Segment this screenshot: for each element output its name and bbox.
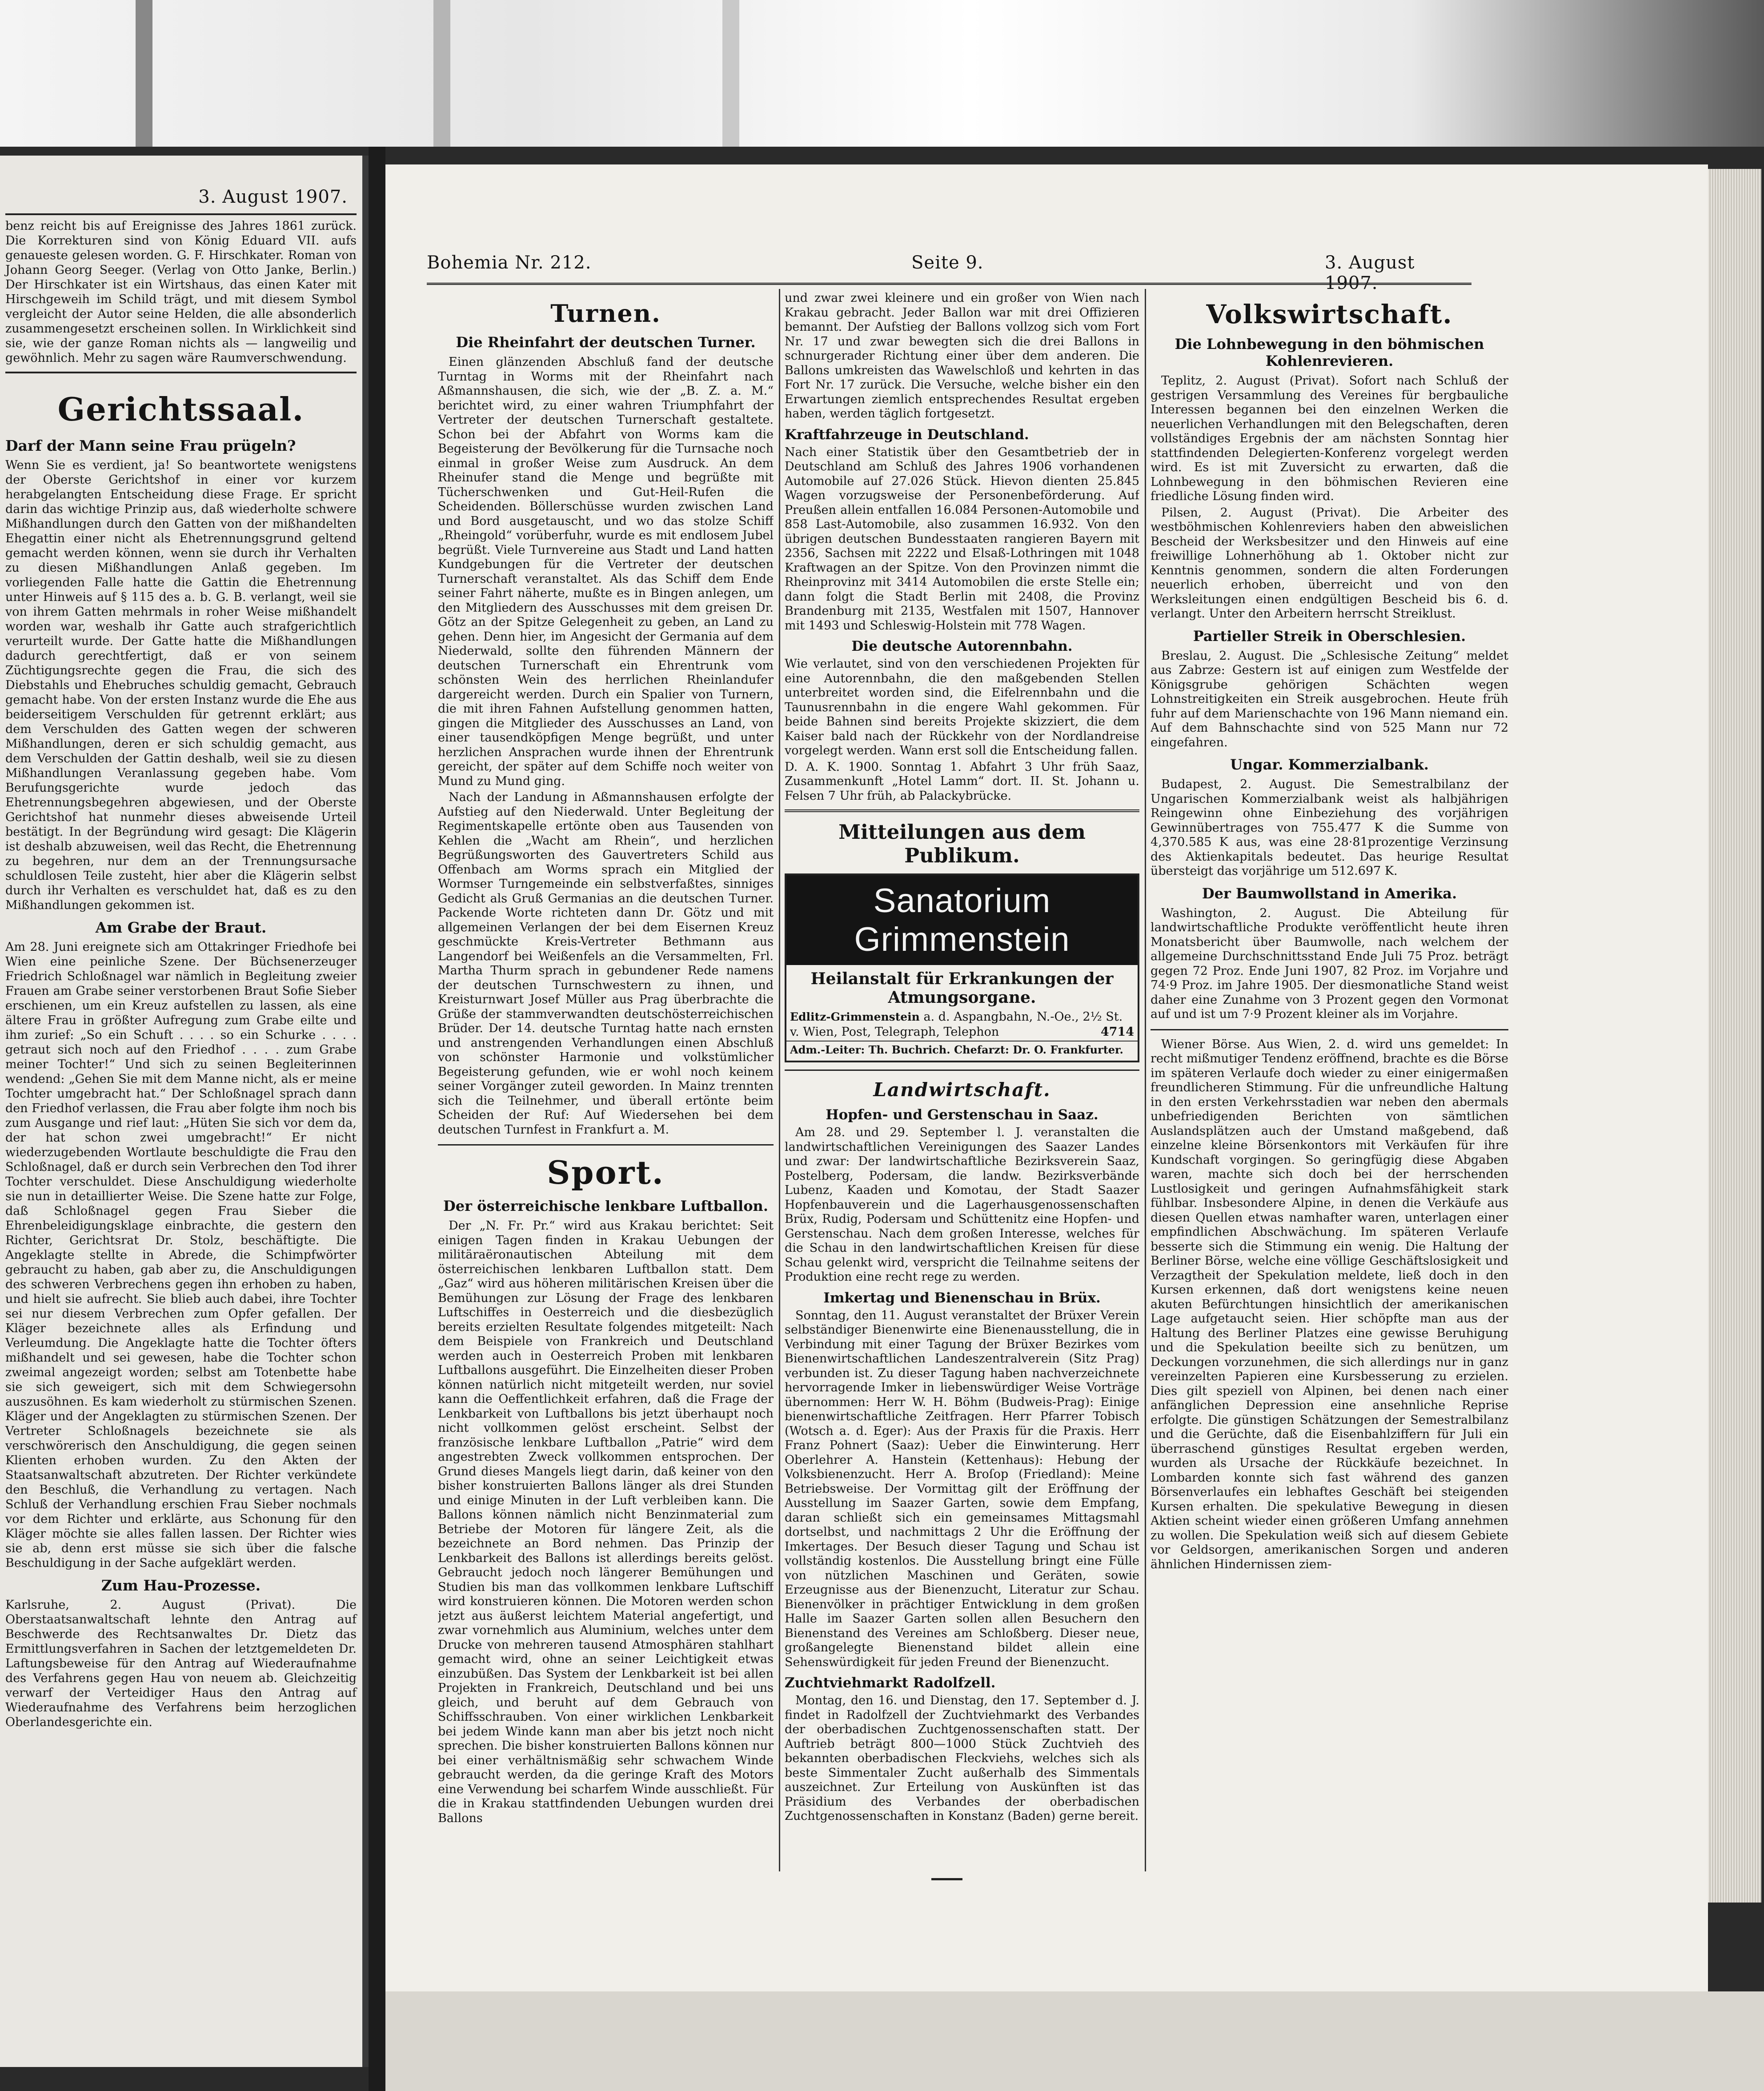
article-body: Karlsruhe, 2. August (Privat). Die Oberstaatsanwaltschaft lehnte den Antrag auf Beschwerde des Rechtsanwaltes Dr. Dietz das Ermittlungsverfahren in Sachen der letztgemeldeten Dr. Laftungsbeweise für den Antrag auf Wiederaufnahme des Verfahrens gegen Hau von neuem ab. Gleichzeitig verwarf der Verteidiger Haus den Antrag auf Wiederaufnahme des Verfahrens beim herzoglichen Oberlandesgerichte ein. xyxy=(5,1598,357,1729)
article-body: Montag, den 16. und Dienstag, den 17. September d. J. findet in Radolfzell der Zuchtviehmarkt des Verbandes der oberbadischen Zuchtgenossenschaften statt. Der Auftrieb beträgt 800—1000 Stück Zuchtvieh des bekannten oberbadischen Fleckviehs, welches sich als beste Simmentaler Zucht außerhalb des Simmentals auszeichnet. Zur Erteilung von Auskünften ist das Präsidium des Verbandes der oberbadischen Zuchtgenossenschaften in Konstanz (Baden) gerne bereit. xyxy=(785,1694,1139,1823)
left-page-date: 3. August 1907. xyxy=(198,187,348,207)
article-headline: Die Lohnbewegung in den böhmischen Kohlenrevieren. xyxy=(1175,336,1484,369)
header-rule xyxy=(427,283,1471,285)
article-headline: Partieller Streik in Oberschlesien. xyxy=(1193,627,1466,645)
book-gutter xyxy=(369,147,385,2091)
page-header xyxy=(427,252,1471,293)
article-headline: Darf der Mann seine Frau prügeln? xyxy=(5,437,296,454)
page-bottom-area xyxy=(385,1991,1764,2091)
article-body: Wie verlautet, sind von den verschiedenen Projekten für eine Autorennbahn, die den maßgebenden Stellen unterbreitet worden sind, die Eifelrennbahn und die Taunusrennbahn in die engere Wahl gekommen. Für beide Bahnen sind bereits Projekte skizziert, die dem Kaiser bald nach der Rückkehr von der Nordlandreise vorgelegt werden. Wann erst soll die Entscheidung fallen. xyxy=(785,657,1139,757)
divider xyxy=(785,809,1139,812)
article-body: Pilsen, 2. August (Privat). Die Arbeiter des westböhmischen Kohlenreviers haben den abweislichen Bescheid der Werksbesitzer und den Hinweis auf eine freiwillige Lohnerhöhung ab 1. Oktober nicht zur Kenntnis genommen, sondern die alten Forderungen neuerlich erhoben, überreicht und von den Werksleitungen einen endgültigen Bescheid bis 6. d. verlangt. Unter den Arbeitern herrscht Streiklust. xyxy=(1151,505,1508,621)
background-stripe xyxy=(433,0,450,147)
divider xyxy=(5,372,357,373)
column-rule xyxy=(1145,289,1146,1871)
ad-address-text: a. d. Aspangbahn, N.-Oe., 2½ St. v. Wien, Post, Telegraph, Telephon xyxy=(790,1010,1123,1039)
article-headline: Der österreichische lenkbare Luftballon. xyxy=(443,1198,768,1214)
article-body: Budapest, 2. August. Die Semestralbilanz der Ungarischen Kommerzialbank weist als halbjährigen Reingewinn ohne Einbeziehung des vorjährigen Gewinnübertrages von 755.477 K die Summe von 4,370.585 K aus, was eine 28·81prozentige Verzinsung des Aktienkapitals bedeutet. Das heurige Resultat übersteigt das vorjährige um 512.697 K. xyxy=(1151,777,1508,878)
masthead-title: Bohemia Nr. 212. xyxy=(427,252,592,273)
article-body: Breslau, 2. August. Die „Schlesische Zeitung“ meldet aus Zabrze: Gestern ist auf einigen zum Westfelde der Königsgrube gehörigen Schächten wegen Lohnstreitigkeiten ein Streik ausgebrochen. Heute früh fuhr auf dem Marienschachte von 196 Mann niemand ein. Auf dem Bahnschachte sind von 525 Mann nur 72 eingefahren. xyxy=(1151,649,1508,749)
column-rule xyxy=(779,289,780,1871)
section-mitteilungen: Mitteilungen aus dem Publikum. xyxy=(838,820,1086,867)
article-body: Am 28. Juni ereignete sich am Ottakringer Friedhofe bei Wien eine peinliche Szene. Der Büchsenerzeuger Friedrich Schloßnagel war nämlich in Begleitung zweier Frauen am Grabe seiner verstorbenen Braut Sofie Sieber erschienen, um ein Kreuz aufstellen zu lassen, als eine ältere Frau in größter Aufregung zum Grabe eilte und ihm zurief: „So ein Schuft . . . . so ein Schurke . . . . getraut sich noch auf den Friedhof . . . . zum Grabe meiner Tochter!“ Und sich zu seinen Begleiterinnen wendend: „Gehen Sie mit dem Manne nicht, als er meine Tochter umgebracht hat.“ Der Schloßnagel sprach dann den Friedhof verlassen, die Frau aber folgte ihm noch bis zum Ausgange und rief laut: „Hüten Sie sich vor dem da, der hat schon zwei umgebracht!“ Er nicht wiederzugebenden Wortlaute beschuldigte die Frau den Schloßnagel, daß er durch sein Verbrechen den Tod ihrer Tochter verschuldet. Diese Anschuldigung wiederholte sie nun in detaillierter Weise. Die Szene hatte zur Folge, daß Schloßnagel gegen Frau Sieber die Ehrenbeleidigungsklage einbrachte, die gestern den Richter, Gerichtsrat Dr. Stolz, beschäftigte. Die Angeklagte stellte in Abrede, die Schimpfwörter gebraucht zu haben, gab aber zu, die Anschuldigungen des schweren Verbrechens gegen ihn erhoben zu haben, und hielt sie aufrecht. Sie blieb auch dabei, ihre Tochter sei nur diesem Verbrechen zum Opfer gefallen. Der Kläger bezeichnete alles als Erfindung und Verleumdung. Die Angeklagte hatte die Tochter öfters mißhandelt und sei gewesen, habe die Tochter schon zweimal angezeigt worden; selbst am Totenbette habe sie sich geweigert, sich mit dem Schwiegersohn auszusöhnen. Es kam wiederholt zu stürmischen Szenen. Kläger und der Angeklagten zu stürmischen Szenen. Der Vertreter Schloßnagels bezeichnete sie als verschwörerisch den Anschuldigung, die gegen seinen Klienten erhoben wurden. Zu den Akten der Staatsanwaltschaft abzutreten. Der Richter verkündete den Beschluß, die Verhandlung zu vertagen. Nach Schluß der Verhandlung erschien Frau Sieber nochmals vor dem Richter und erklärte, aus Schonung für den Kläger möchte sie alles fallen lassen. Der Richter wies sie ab, denn erst müsse sie sich über die falsche Beschuldigung in der Sache aufgeklärt werden. xyxy=(5,940,357,1570)
page-edges xyxy=(1708,169,1761,1903)
page-number: Seite 9. xyxy=(911,252,984,273)
background-top xyxy=(0,0,1764,147)
article-headline: Kraftfahrzeuge in Deutschland. xyxy=(785,426,1029,443)
article-headline: Zum Hau-Prozesse. xyxy=(101,1577,261,1594)
article-body: Einen glänzenden Abschluß fand der deutsche Turntag in Worms mit der Rheinfahrt nach Aßmannshausen, die sich, wie der „B. Z. a. M.“ berichtet wird, zu einer wahren Triumphfahrt der Vertreter der deutschen Turnerschaft gestaltete. Schon bei der Abfahrt von Worms kam die Begeisterung der Bevölkerung für die Turnsache noch einmal in großer Weise zum Ausdruck. An dem Rheinufer stand die Menge und begrüßte mit Tücherschwenken und Gut-Heil-Rufen die Scheidenden. Böllerschüsse wurden zwischen Land und Bord ausgetauscht, und wo das stolze Schiff „Rheingold“ vorüberfuhr, wurde es mit endlosem Jubel begrüßt. Viele Turnvereine aus Stadt und Land hatten Kundgebungen für die Vertreter der deutschen Turnerschaft veranstaltet. Als das Schiff dem Ende seiner Fahrt näherte, mußte es in Bingen anlegen, um den Mitgliedern des Ausschusses mit dem greisen Dr. Götz an der Spitze Gelegenheit zu geben, an Land zu gehen. Denn hier, im Angesicht der Germania auf dem Niederwald, sollte den führenden Männern der deutschen Turnerschaft ein Ehrentrunk vom schönsten Wein des herrlichen Rheinlandufer dargereicht werden. Durch ein Spalier von Turnern, die mit ihren Fahnen Aufstellung genommen hatten, gingen die Mitglieder des Ausschusses an Land, von einer tausendköpfigen Menge begrüßt, und unter herzlichen Ansprachen wurde ihnen der Ehrentrunk gereicht, der später auf dem Schiffe noch weiter von Mund zu Mund ging. xyxy=(438,355,774,788)
divider xyxy=(785,1070,1139,1071)
ad-number: 4714 xyxy=(1100,1025,1134,1039)
article-headline: Hopfen- und Gerstenschau in Saaz. xyxy=(826,1107,1098,1123)
article-body: Wenn Sie es verdient, ja! So beantwortete wenigstens der Oberste Gerichtshof in einer vor kurzem herabgelangten Entscheidung diese Frage. Er spricht darin das wichtige Prinzip aus, daß wiederholte schwere Mißhandlungen durch den Gatten von der mißhandelten Ehegattin einer nicht als Ehetrennungsgrund geltend gemacht werden können, wenn sie durch ihr Verhalten zu diesen Mißhandlungen Anlaß gegeben. Im vorliegenden Falle hatte die Gattin die Ehetrennung unter Hinweis auf § 115 des a. b. G. B. verlangt, weil sie von ihrem Gatten mehrmals in roher Weise mißhandelt worden war, weshalb ihr Gatte auch strafgerichtlich verurteilt wurde. Der Gatte hatte die Mißhandlungen dadurch gerechtfertigt, daß er von seinem Züchtigungsrechte gegen die Frau, die sich des Diebstahls und Ehebruches schuldig gemacht, Gebrauch gemacht habe. Von der ersten Instanz wurde die Ehe aus beiderseitigem Verschulden für getrennt erklärt; aus dem Verschulden des Gatten wegen der schweren Mißhandlungen, deren er sich schuldig gemacht, aus dem Verschulden der Gattin deshalb, weil sie zu diesen Mißhandlungen Veranlassung gegeben habe. Vom Berufungsgerichte wurde jedoch das Ehetrennungsbegehren abgewiesen, und der Oberste Gerichtshof hat nunmehr dieses abweisende Urteil bestätigt. In der Begründung wird gesagt: Die Klägerin ist deshalb abzuweisen, weil das Recht, die Ehetrennung zu begehren, nur dem an der Trennungsursache schuldlosen Teile zusteht, hier aber die Klägerin selbst durch ihr Verhalten es verschuldet hat, daß es zu den Mißhandlungen gekommen ist. xyxy=(5,458,357,912)
ad-address xyxy=(786,1009,1138,1041)
advertisement-sanatorium xyxy=(785,873,1139,1062)
article-body: Washington, 2. August. Die Abteilung für landwirtschaftliche Produkte veröffentlicht heute ihren Monatsbericht über Baumwolle, nach welchem der allgemeine Durchschnittsstand Ende Juli 75 Proz. beträgt gegen 72 Proz. Ende Juni 1907, 82 Proz. im Vorjahre und 74·9 Proz. im Jahre 1905. Der diesmonatliche Stand weist daher eine Zunahme von 3 Prozent gegen den Vormonat auf und ist um 7·9 Prozent kleiner als im Vorjahre. xyxy=(1151,906,1508,1021)
divider xyxy=(438,1144,774,1146)
background-stripe xyxy=(722,0,739,147)
issue-date: 3. August 1907. xyxy=(1325,252,1415,293)
article-body: Am 28. und 29. September l. J. veranstalten die landwirtschaftlichen Vereinigungen des Saazer Landes und zwar: Der landwirtschaftliche Bezirksverein Saaz, Postelberg, Podersam, die landw. Bezirksverbände Lubenz, Kaaden und Komotau, der Stadt Saazer Hopfenbauverein und die Lagerhausgenossenschaften Brüx, Rudig, Podersam und Schüttenitz eine Hopfen- und Gerstenschau. Nach dem großen Interesse, welches für die Schau in den landwirtschaftlichen Kreisen für diese Schau gelenkt wird, verspricht die Teilnahme seitens der Produktion eine recht rege zu werden. xyxy=(785,1126,1139,1284)
article-headline: Am Grabe der Braut. xyxy=(95,919,267,936)
article-body: und zwar zwei kleinere und ein großer von Wien nach Krakau gebracht. Jeder Ballon war mit drei Offizieren bemannt. Der Aufstieg der Ballons vollzog sich vom Fort Nr. 17 und zwar bewegten sich die drei Ballons in schnurgerader Richtung einer über dem anderen. Die Ballons umkreisten das Wawelschloß und kehrten in das Fort Nr. 17 zurück. Die Versuche, welche bisher ein den Erwartungen ziemlich entsprechendes Resultat ergeben haben, werden täglich fortgesetzt. xyxy=(785,291,1139,421)
article-body: Teplitz, 2. August (Privat). Sofort nach Schluß der gestrigen Versammlung des Vereines für bergbauliche Interessen begannen bei den einzelnen Werken die neuerlichen Verhandlungen mit den Belegschaften, deren vollständiges Ergebnis der am nächsten Sonntag hier stattfindenden Delegierten-Konferenz vorgelegt werden wird. Es ist mit Zuversicht zu erwarten, daß die Lohnbewegung in den böhmischen Revieren eine friedliche Lösung finden wird. xyxy=(1151,374,1508,503)
column-2 xyxy=(785,291,1139,1874)
section-sport: Sport. xyxy=(547,1154,665,1191)
book-review-text: benz reicht bis auf Ereignisse des Jahres 1861 zurück. Die Korrekturen sind von König Eduard VII. aufs genaueste gelesen worden. G. F. Hirschkater. Roman von Johann Georg Seeger. (Verlag von Otto Janke, Berlin.) Der Hirschkater ist ein Wirtshaus, das einen Kater mit Hirschgeweih im Schild trägt, und mit diesem Symbol vergleicht der Autor seine Helden, die alle absonderlich zusammengesetzt erscheinen sollen. In Wirklichkeit sind sie, wie der ganze Roman nichts als — langweilig und gewöhnlich. Mehr zu sagen wäre Raumverschwendung. xyxy=(5,219,357,365)
article-body: Nach der Landung in Aßmannshausen erfolgte der Aufstieg auf den Niederwald. Unter Begleitung der Regimentskapelle ertönte oben aus Tausenden von Kehlen die „Wacht am Rhein“, und herzlichen Begrüßungsworten des Gauvertreters Schild aus Offenbach am Worms sprach ein Mitglied der Wormser Turngemeinde ein selbstverfaßtes, sinniges Gedicht als Gruß Germanias an die deutschen Turner. Packende Worte richteten dann Dr. Götz und mit allgemeinen Verlangen der bei dem Eisernen Kreuz geschmückte Kreis-Vertreter Bethmann aus Langendorf bei Weißenfels an die Versammelten, Frl. Martha Thurm sprach in gebundener Rede namens der deutschen Turnschwestern zu ihnen, und Kreisturnwart Josef Müller aus Prag überbrachte die Grüße der stammverwandten deutschösterreichischen Brüder. Der 14. deutsche Turntag hatte nach ernsten und anstrengenden Verhandlungen einen Abschluß von schönster Harmonie und volkstümlicher Begeisterung gefunden, wie er wohl noch keinem seiner Vorgänger zuteil geworden. In Mainz trennten sich die Teilnehmer, und überall ertönte beim Scheiden der Ruf: Auf Wiedersehen bei dem deutschen Turnfest in Frankfurt a. M. xyxy=(438,790,774,1137)
ad-banner: Sanatorium Grimmenstein xyxy=(786,875,1138,965)
article-body: Nach einer Statistik über den Gesamtbetrieb der in Deutschland am Schluß des Jahres 1906 vorhandenen Automobile auf 27.026 Stück. Hievon dienten 25.845 Wagen vorzugsweise der Personenbeförderung. Auf Preußen allein entfallen 16.084 Personen-Automobile und 858 Last-Automobile, also zusammen 16.932. Von den übrigen deutschen Bundesstaaten rangieren Bayern mit 2356, Sachsen mit 2222 und Elsaß-Lothringen mit 1048 Kraftwagen an der Spitze. Von den Provinzen nimmt die Rheinprovinz mit 3414 Automobilen die erste Stelle ein; dann folgt die Stadt Berlin mit 2408, die Provinz Brandenburg mit 2135, Westfalen mit 1507, Hannover mit 1493 und Schleswig-Holstein mit 778 Wagen. xyxy=(785,445,1139,633)
ad-staff: Adm.-Leiter: Th. Buchrich. Chefarzt: Dr. O. Frankfurter. xyxy=(786,1041,1138,1061)
club-notice: D. A. K. 1900. Sonntag 1. Abfahrt 3 Uhr früh Saaz, Zusammenkunft „Hotel Lamm“ dort. II. St. Johann u. Felsen 7 Uhr früh, ab Palackybrücke. xyxy=(785,760,1139,803)
ad-subtitle: Heilanstalt für Erkrankungen der Atmungsorgane. xyxy=(810,969,1114,1007)
divider xyxy=(1151,1029,1508,1030)
section-turnen: Turnen. xyxy=(550,299,661,328)
column-3 xyxy=(1151,291,1508,1847)
article-headline: Imkertag und Bienenschau in Brüx. xyxy=(823,1290,1101,1306)
left-page-column xyxy=(5,164,357,1732)
section-landwirtschaft: Landwirtschaft. xyxy=(873,1079,1051,1101)
column-1 xyxy=(438,291,774,1874)
article-body: Sonntag, den 11. August veranstaltet der Brüxer Verein selbständiger Bienenwirte eine Bienenausstellung, die in Verbindung mit einer Tagung der Brüxer Bezirkes vom Bienenwirtschaftlichen Landeszentralverein (Sitz Prag) verbunden ist. Zu dieser Tagung haben nachverzeichnete hervorragende Imker in liebenswürdiger Weise Vorträge übernommen: Herr W. H. Böhm (Budweis-Prag): Einige bienenwirtschaftliche Zeitfragen. Herr Pfarrer Tobisch (Wotsch a. d. Eger): Aus der Praxis für die Praxis. Herr Franz Pohnert (Saaz): Ueber die Einwinterung. Herr Oberlehrer A. Hanstein (Kettenhaus): Hebung der Volksbienenzucht. Herr A. Broſop (Friedland): Meine Betriebsweise. Der Vormittag gilt der Eröffnung der Ausstellung im Saazer Garten, sowie dem Empfang, daran schließt sich ein gemeinsames Mittagsmahl dortselbst, und nachmittags 2 Uhr die Eröffnung der Imkertages. Der Besuch dieser Tagung und Schau ist vollständig kostenlos. Die Ausstellung bringt eine Fülle von nützlichen Maschinen und Geräten, sowie Erzeugnisse aus der Bienenzucht, Literatur zur Schau. Bienenvölker in prächtiger Entwicklung in dem großen Halle im Saazer Garten sollen allen Besuchern den Bienenstand des Vereines am Schloßberg. Dieser neue, großangelegte Bienenstand bildet allein eine Sehenswürdigkeit für jeden Freund der Bienenzucht. xyxy=(785,1308,1139,1669)
section-volkswirtschaft: Volkswirtschaft. xyxy=(1206,299,1453,329)
section-gerichtssaal: Gerichtssaal. xyxy=(57,390,305,428)
article-headline: Der Baumwollstand in Amerika. xyxy=(1202,885,1457,902)
article-headline: Die Rheinfahrt der deutschen Turner. xyxy=(456,334,756,351)
article-headline: Zuchtviehmarkt Radolfzell. xyxy=(785,1675,996,1691)
end-rule xyxy=(931,1878,962,1880)
article-body: Der „N. Fr. Pr.“ wird aus Krakau berichtet: Seit einigen Tagen finden in Krakau Uebungen der militäraëronautischen Abteilung mit dem österreichischen lenkbaren Luftballon statt. Dem „Gaz“ wird aus höheren militärischen Kreisen über die Bemühungen zur Lösung der Frage des lenkbaren Luftschiffes in Oesterreich und die diesbezüglich bereits erzielten Resultate folgendes mitgeteilt: Nach dem Beispiele von Frankreich und Deutschland werden auch in Oesterreich Proben mit lenkbaren Luftballons ausgeführt. Die Einzelheiten dieser Proben können natürlich nicht mitgeteilt werden, nur soviel kann die Oeffentlichkeit erfahren, daß die Frage der Lenkbarkeit von Luftballons bis jetzt überhaupt noch nicht vollkommen gelöst erscheint. Selbst der französische lenkbare Luftballon „Patrie“ wird dem angestrebten Zweck vollkommen entsprochen. Der Grund dieses Mangels liegt darin, daß keiner von den bisher konstruierten Ballons länger als drei Stunden und einige Minuten in der Luft verbleiben kann. Die Ballons können nämlich nicht Benzinmaterial zum Betriebe der Motoren für längere Zeit, als die bezeichnete an Bord nehmen. Das Prinzip der Lenkbarkeit des Ballons ist allerdings bereits gelöst. Gebraucht jedoch noch längerer Bemühungen und Studien bis man das vollkommen lenkbare Luftschiff wird konstruieren können. Die Motoren werden schon jetzt aus äußerst leichtem Material angefertigt, und zwar vornehmlich aus Aluminium, welches unter dem Drucke von mehreren tausend Atmosphären stahlhart gemacht wird, ohne an seiner Leichtigkeit etwas einzubüßen. Das System der Lenkbarkeit ist bei allen Projekten in Frankreich, Deutschland und bei uns gleich, und beruht auf dem Gebrauch von Schiffsschrauben. Von einer wirklichen Lenkbarkeit bei jedem Winde kann man aber bis jetzt noch nicht sprechen. Die bisher konstruierten Ballons können nur bei einer verhältnismäßig sehr schwachem Winde gebraucht werden, da die geringe Kraft des Motors eine Verwendung bei scharfem Winde ausschließt. Für die in Krakau stattfindenden Uebungen wurden drei Ballons xyxy=(438,1219,774,1825)
background-stripe xyxy=(136,0,152,147)
article-body: Wiener Börse. Aus Wien, 2. d. wird uns gemeldet: In recht mißmutiger Tendenz eröffnend, brachte es die Börse im späteren Verlaufe doch wieder zu einer einigermaßen freundlicheren Stimmung. Für die unfreundliche Haltung in den ersten Verkehrsstadien war neben den abermals unbefriedigenden Berichten von sämtlichen Auslandsplätzen auch der Umstand maßgebend, daß einzelne kleine Börsenkontors mit Verkäufen für ihre Kundschaft vorgingen. So geringfügig diese Abgaben waren, machte sich doch bei der herrschenden Lustlosigkeit und geringen Aufnahmsfähigkeit stark fühlbar. Insbesondere Alpine, in denen die Verkäufe aus diesen Quellen etwas namhafter waren, unterlagen einer empfindlichen Abschwächung. Im späteren Verlaufe besserte sich die Stimmung ein wenig. Die Haltung der Berliner Börse, welche eine völlige Geschäftslosigkeit und Verzagtheit der Spekulation meldete, ließ doch in den Kursen erkennen, daß dort wenigstens keine neuen akuten Befürchtungen hinsichtlich der amerikanischen Lage aufgetaucht seien. Hier schöpfte man aus der Haltung des Berliner Platzes eine gewisse Beruhigung und die Spekulation beeilte sich zu benützen, um Deckungen vorzunehmen, die sich allerdings nur in ganz vereinzelten Papieren eine Kursbesserung zu erzielen. Dies gilt speziell von Alpinen, bei denen nach einer anfänglichen Depression eine ansehnliche Reprise erfolgte. Die günstigen Schätzungen der Semestralbilanz und die Gerüchte, daß die Eisenbahlziffern für Juli ein überraschend günstiges Resultat ergeben werden, wurden als Ursache der Rückkäufe bezeichnet. In Lombarden konnte sich fast während des ganzen Börsenverlaufes ein lebhaftes Geschäft bei steigenden Kursen erhalten. Die spekulative Bewegung in diesen Aktien scheint wieder einen größeren Umfang annehmen zu wollen. Die Spekulation weiß sich auf diesem Gebiete vor Geldsorgen, amerikanischen Sorgen und anderen ähnlichen Hindernissen ziem- xyxy=(1151,1037,1508,1571)
article-headline: Ungar. Kommerzialbank. xyxy=(1230,756,1429,773)
ad-location-label: Edlitz-Grimmenstein xyxy=(790,1010,920,1023)
article-headline: Die deutsche Autorennbahn. xyxy=(851,638,1073,654)
left-page-rule xyxy=(5,213,357,215)
